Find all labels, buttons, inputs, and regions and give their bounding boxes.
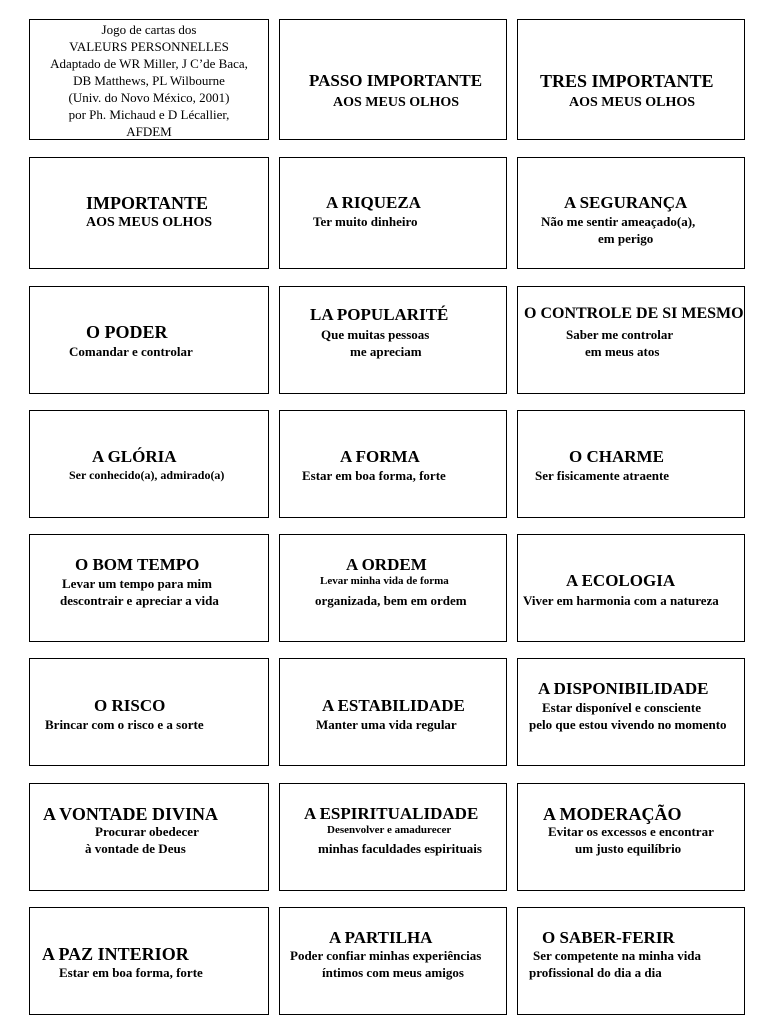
- card-line: pelo que estou vivendo no momento: [529, 717, 727, 732]
- card-line: AOS MEUS OLHOS: [86, 215, 213, 230]
- value-card: [517, 658, 745, 766]
- card-line: Viver em harmonia com a natureza: [523, 593, 719, 608]
- card-line: em meus atos: [585, 344, 660, 359]
- card-line: Procurar obedecer: [95, 824, 199, 839]
- card-line: minhas faculdades espirituais: [318, 841, 482, 856]
- card-title: A GLÓRIA: [92, 447, 177, 466]
- card-title: O CHARME: [569, 447, 664, 466]
- card-title: A DISPONIBILIDADE: [538, 679, 709, 698]
- card-line: à vontade de Deus: [85, 841, 186, 856]
- intro-line-4: DB Matthews, PL Wilbourne: [73, 73, 225, 88]
- card-title: O RISCO: [94, 696, 166, 715]
- card-line: Ter muito dinheiro: [313, 214, 418, 229]
- card-line: íntimos com meus amigos: [322, 965, 464, 980]
- value-card: [517, 286, 745, 394]
- card-title: A VONTADE DIVINA: [43, 804, 218, 824]
- value-card: [279, 783, 507, 891]
- card-line: Evitar os excessos e encontrar: [548, 824, 714, 839]
- card-line: AOS MEUS OLHOS: [569, 95, 696, 110]
- card-title: A ESPIRITUALIDADE: [304, 804, 479, 823]
- card-title: TRES IMPORTANTE: [540, 71, 714, 91]
- card-line: Ser fisicamente atraente: [535, 468, 670, 483]
- value-card: [29, 907, 269, 1015]
- card-line: em perigo: [598, 231, 654, 246]
- card-title: O PODER: [86, 322, 168, 342]
- card-line: Saber me controlar: [566, 327, 674, 342]
- intro-line-3: Adaptado de WR Miller, J C’de Baca,: [50, 56, 248, 71]
- card-title: O SABER-FERIR: [542, 928, 675, 947]
- value-card: [279, 907, 507, 1015]
- card-title: A PAZ INTERIOR: [42, 944, 189, 964]
- value-card: [517, 783, 745, 891]
- card-title: A RIQUEZA: [326, 193, 421, 212]
- card-title: A SEGURANÇA: [564, 193, 688, 212]
- value-card: [29, 534, 269, 642]
- card-line: Ser competente na minha vida: [533, 948, 702, 963]
- card-title: O BOM TEMPO: [75, 555, 200, 574]
- card-line: Estar em boa forma, forte: [59, 965, 203, 980]
- card-title: PASSO IMPORTANTE: [309, 71, 483, 90]
- card-line: Estar em boa forma, forte: [302, 468, 446, 483]
- intro-line-7: AFDEM: [126, 124, 172, 139]
- card-title: A FORMA: [340, 447, 420, 466]
- card-line: Que muitas pessoas: [321, 327, 430, 342]
- value-card: [279, 157, 507, 269]
- card-title: IMPORTANTE: [86, 193, 209, 213]
- value-card: [517, 534, 745, 642]
- value-card: [29, 157, 269, 269]
- value-card: [279, 286, 507, 394]
- card-line: Desenvolver e amadurecer: [327, 824, 452, 836]
- card-line: Poder confiar minhas experiências: [290, 948, 482, 963]
- value-card: [279, 19, 507, 140]
- value-card: [517, 907, 745, 1015]
- card-line: Manter uma vida regular: [316, 717, 457, 732]
- intro-line-6: por Ph. Michaud e D Lécallier,: [68, 107, 230, 122]
- value-card: [29, 658, 269, 766]
- card-line: AOS MEUS OLHOS: [333, 95, 460, 110]
- card-title: A ESTABILIDADE: [322, 696, 465, 715]
- intro-line-1: Jogo de cartas dos: [101, 22, 197, 37]
- card-title: A ECOLOGIA: [566, 571, 676, 590]
- card-line: um justo equilíbrio: [575, 841, 682, 856]
- value-card: [29, 783, 269, 891]
- intro-line-2: VALEURS PERSONNELLES: [69, 39, 229, 54]
- card-title: O CONTROLE DE SI MESMO: [524, 305, 744, 322]
- card-line: me apreciam: [350, 344, 422, 359]
- card-line: Brincar com o risco e a sorte: [45, 717, 204, 732]
- card-line: Levar um tempo para mim: [62, 576, 212, 591]
- intro-card: [29, 19, 269, 140]
- card-title: A ORDEM: [346, 555, 427, 574]
- value-card: [517, 410, 745, 518]
- value-card: [517, 19, 745, 140]
- value-card: [517, 157, 745, 269]
- card-line: Estar disponível e consciente: [542, 700, 702, 715]
- value-card: [279, 410, 507, 518]
- value-card: [279, 534, 507, 642]
- card-line: Comandar e controlar: [69, 344, 193, 359]
- intro-line-5: (Univ. do Novo México, 2001): [68, 90, 230, 105]
- card-line: descontrair e apreciar a vida: [60, 593, 219, 608]
- value-card: [29, 286, 269, 394]
- value-card: [279, 658, 507, 766]
- card-title: A PARTILHA: [329, 928, 433, 947]
- card-title: A MODERAÇÃO: [543, 804, 682, 824]
- card-line: profissional do dia a dia: [529, 965, 662, 980]
- card-title: LA POPULARITÉ: [310, 305, 449, 324]
- card-line: Ser conhecido(a), admirado(a): [69, 468, 225, 482]
- card-line: organizada, bem em ordem: [315, 593, 467, 608]
- value-card: [29, 410, 269, 518]
- card-line: Não me sentir ameaçado(a),: [541, 214, 696, 229]
- card-line: Levar minha vida de forma: [320, 575, 449, 587]
